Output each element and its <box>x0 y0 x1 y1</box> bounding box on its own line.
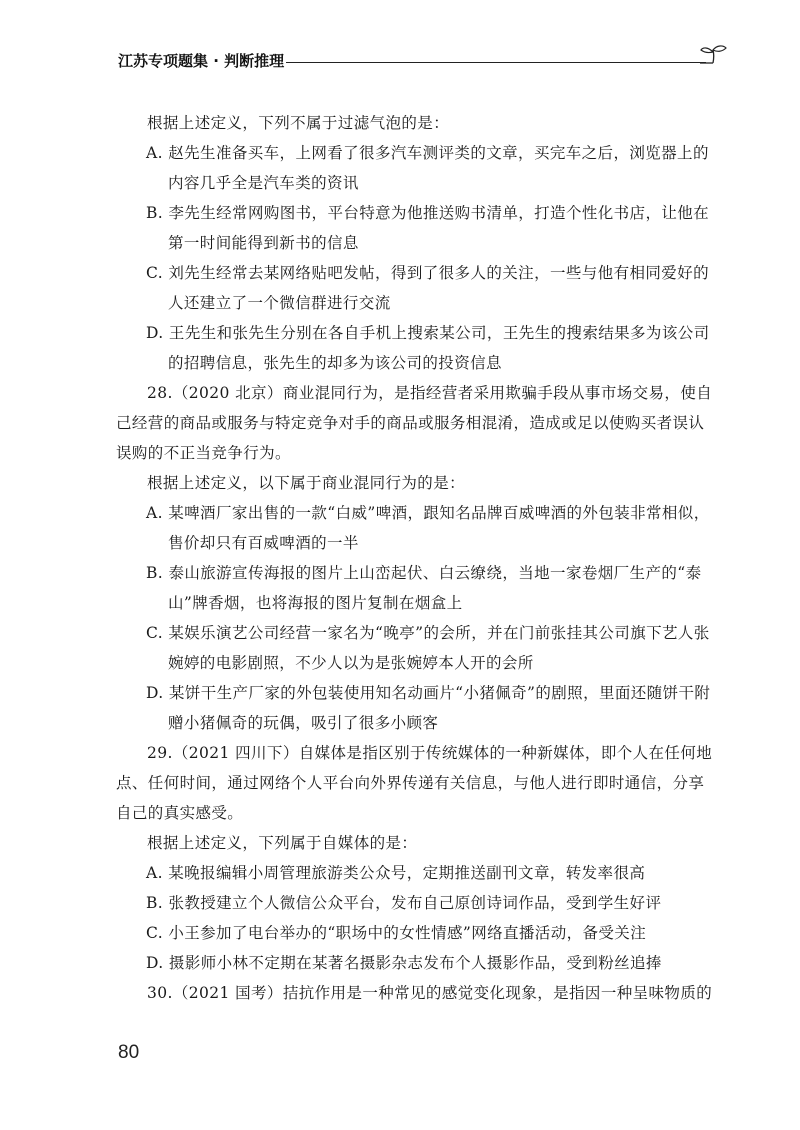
option-b: B. 泰山旅游宣传海报的图片上山峦起伏、白云缭绕，当地一家卷烟厂生产的“泰山”牌香烟，也将海报的图片复制在烟盒上 <box>146 564 702 612</box>
header-rule <box>286 62 706 63</box>
question-30: 30.（2021 国考）拮抗作用是一种常见的感觉变化现象，是指因一种呈味物质的 <box>147 984 713 1002</box>
page-content <box>116 108 716 1008</box>
question-stem: 根据上述定义，以下属于商业混同行为的是： <box>147 474 466 492</box>
question-29: 29.（2021 四川下）自媒体是指区别于传统媒体的一种新媒体，即个人在任何地点、任何时间，通过网络个人平台向外界传递有关信息，与他人进行即时通信，分享自己的真实感受。 <box>116 744 713 822</box>
option-c: C. 某娱乐演艺公司经营一家名为“晚亭”的会所，并在门前张挂其公司旗下艺人张婉婷的电影剧照，不少人以为是张婉婷本人开的会所 <box>146 624 710 672</box>
option-d: D. 王先生和张先生分别在各自手机上搜索某公司，王先生的搜索结果多为该公司的招聘信息，张先生的却多为该公司的投资信息 <box>146 324 710 372</box>
header-title: 江苏专项题集 · 判断推理 <box>118 52 285 70</box>
page-number: 80 <box>118 1042 140 1063</box>
option-a: A. 某晚报编辑小周管理旅游类公众号，定期推送副刊文章，转发率很高 <box>146 864 646 882</box>
option-d: D. 某饼干生产厂家的外包装使用知名动画片“小猪佩奇”的剧照，里面还随饼干附赠小猪佩奇的玩偶，吸引了很多小顾客 <box>146 684 711 732</box>
option-a: A. 赵先生准备买车，上网看了很多汽车测评类的文章，买完车之后，浏览器上的内容几乎全是汽车类的资讯 <box>146 144 709 192</box>
option-a: A. 某啤酒厂家出售的一款“白威”啤酒，跟知名品牌百威啤酒的外包装非常相似，售价却只有百威啤酒的一半 <box>146 504 710 552</box>
option-d: D. 摄影师小林不定期在某著名摄影杂志发布个人摄影作品，受到粉丝追捧 <box>146 954 662 972</box>
question-stem: 根据上述定义，下列不属于过滤气泡的是： <box>147 114 450 132</box>
sprout-icon <box>696 44 730 74</box>
option-b: B. 张教授建立个人微信公众平台，发布自己原创诗词作品，受到学生好评 <box>146 894 662 912</box>
question-28: 28.（2020 北京）商业混同行为，是指经营者采用欺骗手段从事市场交易，使自己经营的商品或服务与特定竞争对手的商品或服务相混淆，造成或足以使购买者误认误购的不正当竞争行为。 <box>116 384 713 462</box>
running-header <box>118 44 730 80</box>
option-b: B. 李先生经常网购图书，平台特意为他推送购书清单，打造个性化书店，让他在第一时间能得到新书的信息 <box>146 204 710 252</box>
option-c: C. 小王参加了电台举办的“职场中的女性情感”网络直播活动，备受关注 <box>146 924 647 942</box>
question-stem: 根据上述定义，下列属于自媒体的是： <box>147 834 418 852</box>
option-c: C. 刘先生经常去某网络贴吧发帖，得到了很多人的关注，一些与他有相同爱好的人还建立了一个微信群进行交流 <box>146 264 709 312</box>
